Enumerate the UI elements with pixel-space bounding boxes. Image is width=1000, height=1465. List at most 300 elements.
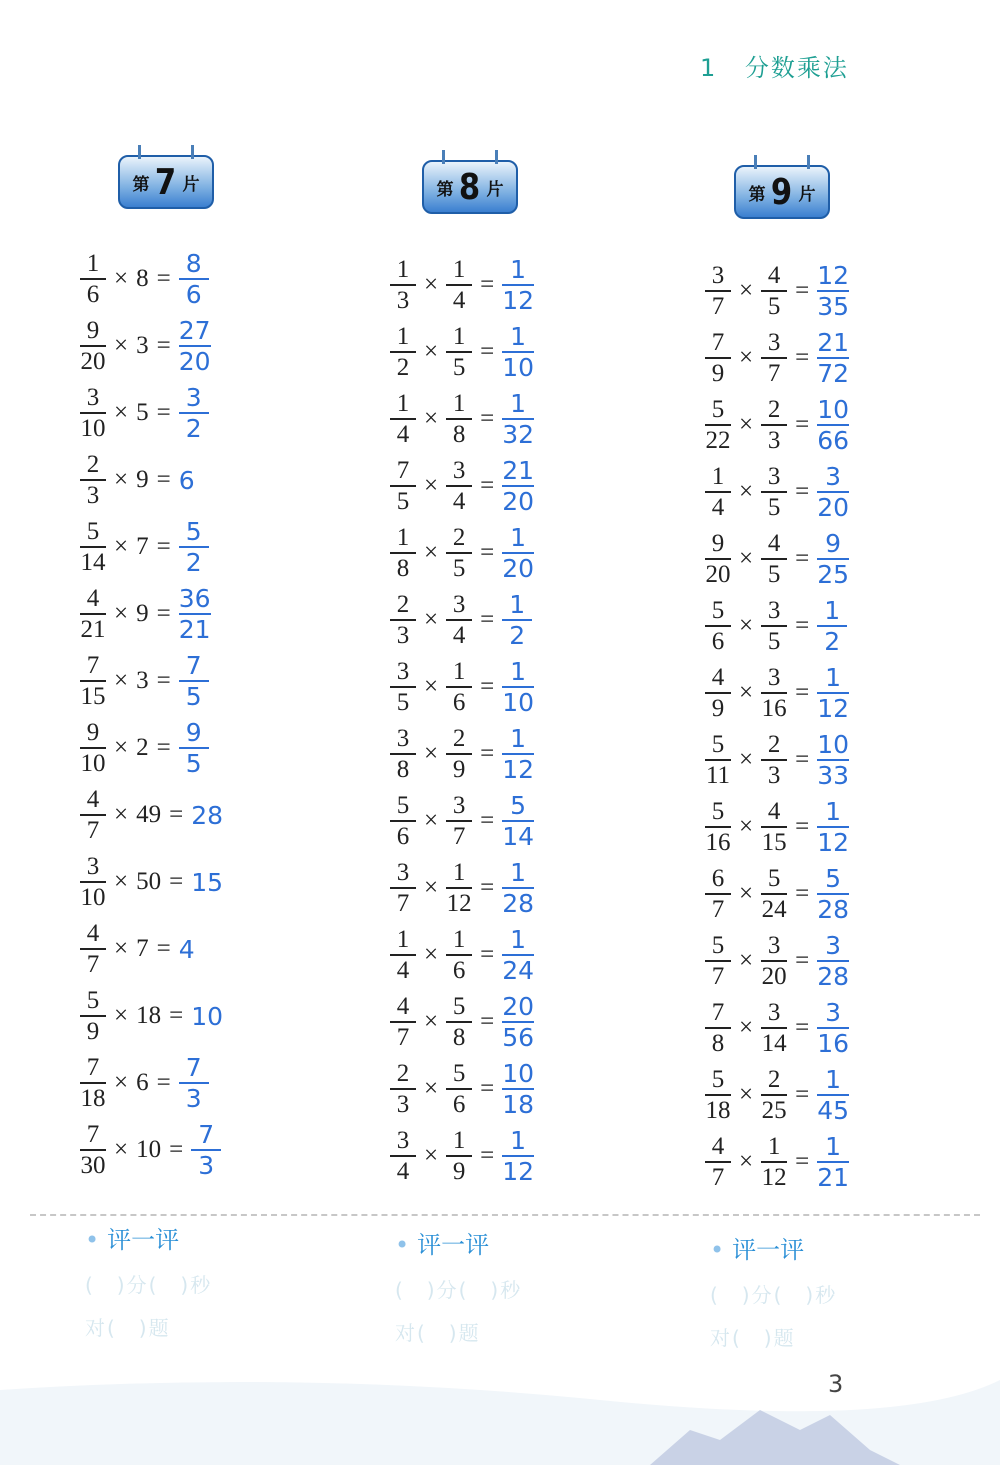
equals-sign: = <box>480 1008 495 1035</box>
answer-fraction <box>179 585 211 643</box>
problem-row <box>80 447 195 513</box>
problem-row <box>705 928 849 994</box>
operand-fraction <box>390 859 416 918</box>
equals-sign: = <box>795 612 810 639</box>
fraction-bar <box>705 826 731 828</box>
denominator: 5 <box>767 627 781 655</box>
answer-fraction <box>502 725 534 783</box>
answer-fraction <box>502 256 534 314</box>
fraction-bar <box>761 424 787 426</box>
card-badge <box>734 165 830 219</box>
problem-row <box>705 1062 849 1128</box>
fraction-bar <box>705 960 731 962</box>
denominator: 30 <box>80 1151 106 1179</box>
denominator: 16 <box>705 828 731 856</box>
denominator: 12 <box>502 1157 535 1186</box>
operand-fraction <box>80 920 106 979</box>
denominator: 10 <box>502 353 535 382</box>
numerator: 1 <box>824 596 841 625</box>
denominator: 16 <box>817 1029 850 1058</box>
denominator: 9 <box>711 694 725 722</box>
numerator: 3 <box>396 657 410 685</box>
problem-row <box>80 246 209 312</box>
denominator: 15 <box>761 828 787 856</box>
denominator: 32 <box>502 420 535 449</box>
operand-fraction <box>390 993 416 1052</box>
equals-sign: = <box>156 466 171 493</box>
numerator: 1 <box>510 389 527 418</box>
problem-row <box>390 453 534 519</box>
answer-fraction <box>817 396 849 454</box>
answer-fraction <box>502 658 534 716</box>
denominator: 6 <box>86 280 100 308</box>
operand-fraction <box>705 865 731 924</box>
operand-fraction <box>705 932 731 991</box>
operand-fraction <box>705 731 731 790</box>
answer-fraction <box>817 262 849 320</box>
numerator: 1 <box>396 322 410 350</box>
numerator: 1 <box>510 255 527 284</box>
fraction-bar <box>80 1082 106 1084</box>
operand-fraction <box>80 317 106 376</box>
answer-fraction <box>502 390 534 448</box>
numerator: 1 <box>510 523 527 552</box>
equals-sign: = <box>169 1002 184 1029</box>
denominator: 33 <box>817 761 850 790</box>
numerator: 3 <box>767 596 781 624</box>
operand-integer: 18 <box>136 1002 162 1029</box>
denominator: 7 <box>767 359 781 387</box>
times-sign: × <box>424 472 439 499</box>
fraction-bar <box>705 893 731 895</box>
bullet-icon: • <box>710 1236 725 1264</box>
numerator: 3 <box>825 998 842 1027</box>
chapter-heading <box>700 48 849 83</box>
denominator: 24 <box>761 895 787 923</box>
fraction-bar <box>390 418 416 420</box>
times-sign: × <box>739 344 754 371</box>
numerator: 5 <box>711 797 725 825</box>
numerator: 4 <box>711 1132 725 1160</box>
numerator: 7 <box>86 1120 100 1148</box>
equals-sign: = <box>795 344 810 371</box>
fraction-bar <box>705 1094 731 1096</box>
denominator: 7 <box>711 1163 725 1191</box>
bullet-icon: • <box>85 1226 100 1254</box>
problem-row <box>390 855 534 921</box>
fraction-bar <box>705 424 731 426</box>
equals-sign: = <box>169 1136 184 1163</box>
operand-fraction <box>705 262 731 321</box>
equals-sign: = <box>156 533 171 560</box>
operand-fraction <box>705 1133 731 1192</box>
numerator: 5 <box>711 1065 725 1093</box>
numerator: 1 <box>825 1065 842 1094</box>
numerator: 20 <box>502 992 535 1021</box>
evaluation-title <box>710 1230 837 1265</box>
fraction-bar <box>761 290 787 292</box>
denominator: 2 <box>824 627 841 656</box>
fraction-bar <box>761 625 787 627</box>
denominator: 5 <box>452 353 466 381</box>
times-sign: × <box>114 265 129 292</box>
numerator: 4 <box>711 663 725 691</box>
problem-row <box>390 989 534 1055</box>
numerator: 3 <box>396 1126 410 1154</box>
numerator: 1 <box>510 657 527 686</box>
numerator: 5 <box>452 1059 466 1087</box>
badge-suffix: 片 <box>798 184 816 205</box>
bullet-icon: • <box>395 1231 410 1259</box>
answer-fraction <box>502 926 534 984</box>
badge-prefix: 第 <box>748 184 766 205</box>
denominator: 5 <box>185 682 202 711</box>
denominator: 9 <box>86 1017 100 1045</box>
answer-integer: 10 <box>191 1001 224 1031</box>
answer-fraction <box>502 859 534 917</box>
answer-fraction <box>179 317 211 375</box>
fraction-bar <box>761 1161 787 1163</box>
numerator: 1 <box>452 657 466 685</box>
operand-integer: 49 <box>136 801 162 828</box>
operand-fraction <box>80 451 106 510</box>
problem-row <box>80 514 209 580</box>
operand-fraction <box>446 1127 472 1186</box>
fraction-bar <box>390 1088 416 1090</box>
equals-sign: = <box>480 1142 495 1169</box>
problem-row <box>80 1050 209 1116</box>
denominator: 12 <box>817 828 850 857</box>
denominator: 21 <box>80 615 106 643</box>
card-badge <box>422 160 518 214</box>
operand-fraction <box>446 792 472 851</box>
numerator: 27 <box>178 316 211 345</box>
answer-integer: 15 <box>191 867 224 897</box>
operand-integer: 2 <box>136 734 149 761</box>
numerator: 1 <box>452 858 466 886</box>
fraction-bar <box>390 351 416 353</box>
fraction-bar <box>390 686 416 688</box>
operand-fraction <box>390 591 416 650</box>
numerator: 3 <box>396 724 410 752</box>
fraction-bar <box>446 619 472 621</box>
equals-sign: = <box>795 1148 810 1175</box>
numerator: 1 <box>510 724 527 753</box>
numerator: 10 <box>817 395 850 424</box>
numerator: 4 <box>86 785 100 813</box>
equals-sign: = <box>480 472 495 499</box>
fraction-bar <box>705 625 731 627</box>
denominator: 25 <box>761 1096 787 1124</box>
operand-fraction <box>705 664 731 723</box>
equals-sign: = <box>795 880 810 907</box>
operand-fraction <box>446 859 472 918</box>
operand-fraction <box>80 719 106 778</box>
denominator: 7 <box>452 822 466 850</box>
fraction-bar <box>80 814 106 816</box>
numerator: 5 <box>711 931 725 959</box>
numerator: 4 <box>396 992 410 1020</box>
denominator: 12 <box>502 755 535 784</box>
numerator: 7 <box>711 998 725 1026</box>
fraction-bar <box>390 619 416 621</box>
answer-fraction <box>817 1133 849 1191</box>
times-sign: × <box>424 1142 439 1169</box>
problem-row <box>80 916 195 982</box>
operand-fraction <box>446 524 472 583</box>
answer-fraction <box>817 798 849 856</box>
operand-fraction <box>761 664 787 723</box>
operand-fraction <box>761 262 787 321</box>
times-sign: × <box>739 545 754 572</box>
evaluation-title <box>395 1225 522 1260</box>
evaluation-title-text: 评一评 <box>732 1236 805 1264</box>
denominator: 3 <box>396 286 410 314</box>
equals-sign: = <box>156 734 171 761</box>
evaluation-title-text: 评一评 <box>107 1226 180 1254</box>
times-sign: × <box>114 801 129 828</box>
equals-sign: = <box>480 271 495 298</box>
numerator: 3 <box>825 931 842 960</box>
numerator: 21 <box>502 456 535 485</box>
times-sign: × <box>739 746 754 773</box>
fraction-bar <box>446 1021 472 1023</box>
time-record-line: ( )分( )秒 <box>85 1273 213 1297</box>
equals-sign: = <box>795 813 810 840</box>
problem-row <box>390 587 532 653</box>
time-record-line: ( )分( )秒 <box>710 1283 838 1307</box>
times-sign: × <box>739 813 754 840</box>
operand-fraction <box>705 329 731 388</box>
fraction-bar <box>80 345 106 347</box>
numerator: 9 <box>86 718 100 746</box>
problem-row <box>80 313 211 379</box>
answer-fraction <box>502 524 534 582</box>
badge-number: 9 <box>771 171 793 213</box>
numerator: 1 <box>86 249 100 277</box>
equals-sign: = <box>795 545 810 572</box>
chapter-number: 1 <box>700 54 718 82</box>
numerator: 10 <box>817 730 850 759</box>
numerator: 5 <box>86 517 100 545</box>
numerator: 5 <box>452 992 466 1020</box>
operand-fraction <box>761 1133 787 1192</box>
denominator: 3 <box>185 1084 202 1113</box>
fraction-bar <box>705 692 731 694</box>
fraction-bar <box>446 351 472 353</box>
denominator: 35 <box>817 292 850 321</box>
denominator: 5 <box>767 292 781 320</box>
denominator: 20 <box>80 347 106 375</box>
times-sign: × <box>739 277 754 304</box>
denominator: 20 <box>761 962 787 990</box>
fraction-bar <box>80 479 106 481</box>
equals-sign: = <box>795 478 810 505</box>
fraction-bar <box>446 686 472 688</box>
equals-sign: = <box>156 1069 171 1096</box>
numerator: 2 <box>396 590 410 618</box>
answer-fraction <box>817 530 849 588</box>
operand-fraction <box>80 585 106 644</box>
problem-row <box>705 392 849 458</box>
times-sign: × <box>114 600 129 627</box>
denominator: 10 <box>80 414 106 442</box>
answer-fraction <box>179 719 209 777</box>
operand-fraction <box>390 457 416 516</box>
answer-fraction <box>502 1127 534 1185</box>
numerator: 5 <box>825 864 842 893</box>
equals-sign: = <box>795 679 810 706</box>
denominator: 4 <box>396 956 410 984</box>
equals-sign: = <box>795 411 810 438</box>
denominator: 12 <box>502 286 535 315</box>
fraction-bar <box>761 1094 787 1096</box>
denominator: 4 <box>452 621 466 649</box>
operand-fraction <box>80 987 106 1046</box>
denominator: 5 <box>396 487 410 515</box>
numerator: 5 <box>185 517 202 546</box>
times-sign: × <box>424 606 439 633</box>
denominator: 24 <box>502 956 535 985</box>
denominator: 4 <box>452 487 466 515</box>
denominator: 7 <box>711 962 725 990</box>
denominator: 3 <box>86 481 100 509</box>
bottom-decoration <box>0 1330 1000 1465</box>
equals-sign: = <box>480 874 495 901</box>
numerator: 9 <box>711 529 725 557</box>
numerator: 1 <box>396 925 410 953</box>
equals-sign: = <box>480 941 495 968</box>
numerator: 7 <box>86 1053 100 1081</box>
operand-fraction <box>446 591 472 650</box>
numerator: 3 <box>452 590 466 618</box>
answer-fraction <box>817 932 849 990</box>
operand-fraction <box>705 530 731 589</box>
denominator: 2 <box>185 548 202 577</box>
denominator: 7 <box>711 895 725 923</box>
operand-integer: 7 <box>136 533 149 560</box>
operand-integer: 6 <box>136 1069 149 1096</box>
times-sign: × <box>424 405 439 432</box>
numerator: 7 <box>185 1053 202 1082</box>
numerator: 3 <box>185 383 202 412</box>
evaluation-title <box>85 1220 212 1255</box>
answer-fraction <box>502 457 534 515</box>
numerator: 1 <box>452 322 466 350</box>
operand-fraction <box>761 865 787 924</box>
denominator: 14 <box>80 548 106 576</box>
numerator: 7 <box>86 651 100 679</box>
times-sign: × <box>424 1075 439 1102</box>
denominator: 4 <box>396 420 410 448</box>
numerator: 7 <box>198 1120 215 1149</box>
equals-sign: = <box>480 338 495 365</box>
times-sign: × <box>424 539 439 566</box>
denominator: 9 <box>452 755 466 783</box>
denominator: 7 <box>711 292 725 320</box>
numerator: 1 <box>510 925 527 954</box>
operand-integer: 8 <box>136 265 149 292</box>
problem-row <box>705 995 849 1061</box>
problem-row <box>80 648 209 714</box>
fraction-bar <box>705 290 731 292</box>
badge-suffix: 片 <box>182 174 200 195</box>
evaluation-title-text: 评一评 <box>417 1231 490 1259</box>
denominator: 4 <box>711 493 725 521</box>
denominator: 18 <box>80 1084 106 1112</box>
numerator: 1 <box>396 389 410 417</box>
fraction-bar <box>705 1027 731 1029</box>
denominator: 6 <box>185 280 202 309</box>
numerator: 1 <box>452 1126 466 1154</box>
fraction-bar <box>390 284 416 286</box>
operand-fraction <box>705 798 731 857</box>
numerator: 5 <box>711 596 725 624</box>
operand-integer: 7 <box>136 935 149 962</box>
numerator: 21 <box>817 328 850 357</box>
denominator: 14 <box>761 1029 787 1057</box>
fraction-bar <box>446 954 472 956</box>
times-sign: × <box>424 807 439 834</box>
times-sign: × <box>114 1136 129 1163</box>
times-sign: × <box>114 1002 129 1029</box>
operand-fraction <box>390 725 416 784</box>
fraction-bar <box>705 357 731 359</box>
fraction-bar <box>761 960 787 962</box>
denominator: 25 <box>817 560 850 589</box>
times-sign: × <box>114 667 129 694</box>
numerator: 10 <box>502 1059 535 1088</box>
fraction-bar <box>761 357 787 359</box>
numerator: 1 <box>396 255 410 283</box>
denominator: 16 <box>761 694 787 722</box>
numerator: 1 <box>510 858 527 887</box>
operand-fraction <box>446 725 472 784</box>
equals-sign: = <box>156 265 171 292</box>
fraction-bar <box>446 1088 472 1090</box>
denominator: 14 <box>502 822 535 851</box>
numerator: 1 <box>509 590 526 619</box>
problem-row <box>80 849 223 915</box>
times-sign: × <box>114 332 129 359</box>
denominator: 72 <box>817 359 850 388</box>
numerator: 1 <box>825 663 842 692</box>
numerator: 4 <box>767 261 781 289</box>
equals-sign: = <box>156 332 171 359</box>
numerator: 3 <box>767 931 781 959</box>
denominator: 12 <box>817 694 850 723</box>
numerator: 3 <box>86 383 100 411</box>
operand-fraction <box>80 1054 106 1113</box>
fraction-bar <box>80 278 106 280</box>
times-sign: × <box>739 1148 754 1175</box>
answer-fraction <box>817 664 849 722</box>
times-sign: × <box>739 1014 754 1041</box>
denominator: 5 <box>767 560 781 588</box>
denominator: 5 <box>185 749 202 778</box>
times-sign: × <box>424 673 439 700</box>
numerator: 3 <box>767 462 781 490</box>
equals-sign: = <box>480 740 495 767</box>
equals-sign: = <box>795 746 810 773</box>
operand-fraction <box>705 999 731 1058</box>
operand-fraction <box>80 1121 106 1180</box>
badge-prefix: 第 <box>132 174 150 195</box>
numerator: 5 <box>711 730 725 758</box>
denominator: 21 <box>178 615 211 644</box>
denominator: 3 <box>198 1151 215 1180</box>
operand-fraction <box>390 792 416 851</box>
